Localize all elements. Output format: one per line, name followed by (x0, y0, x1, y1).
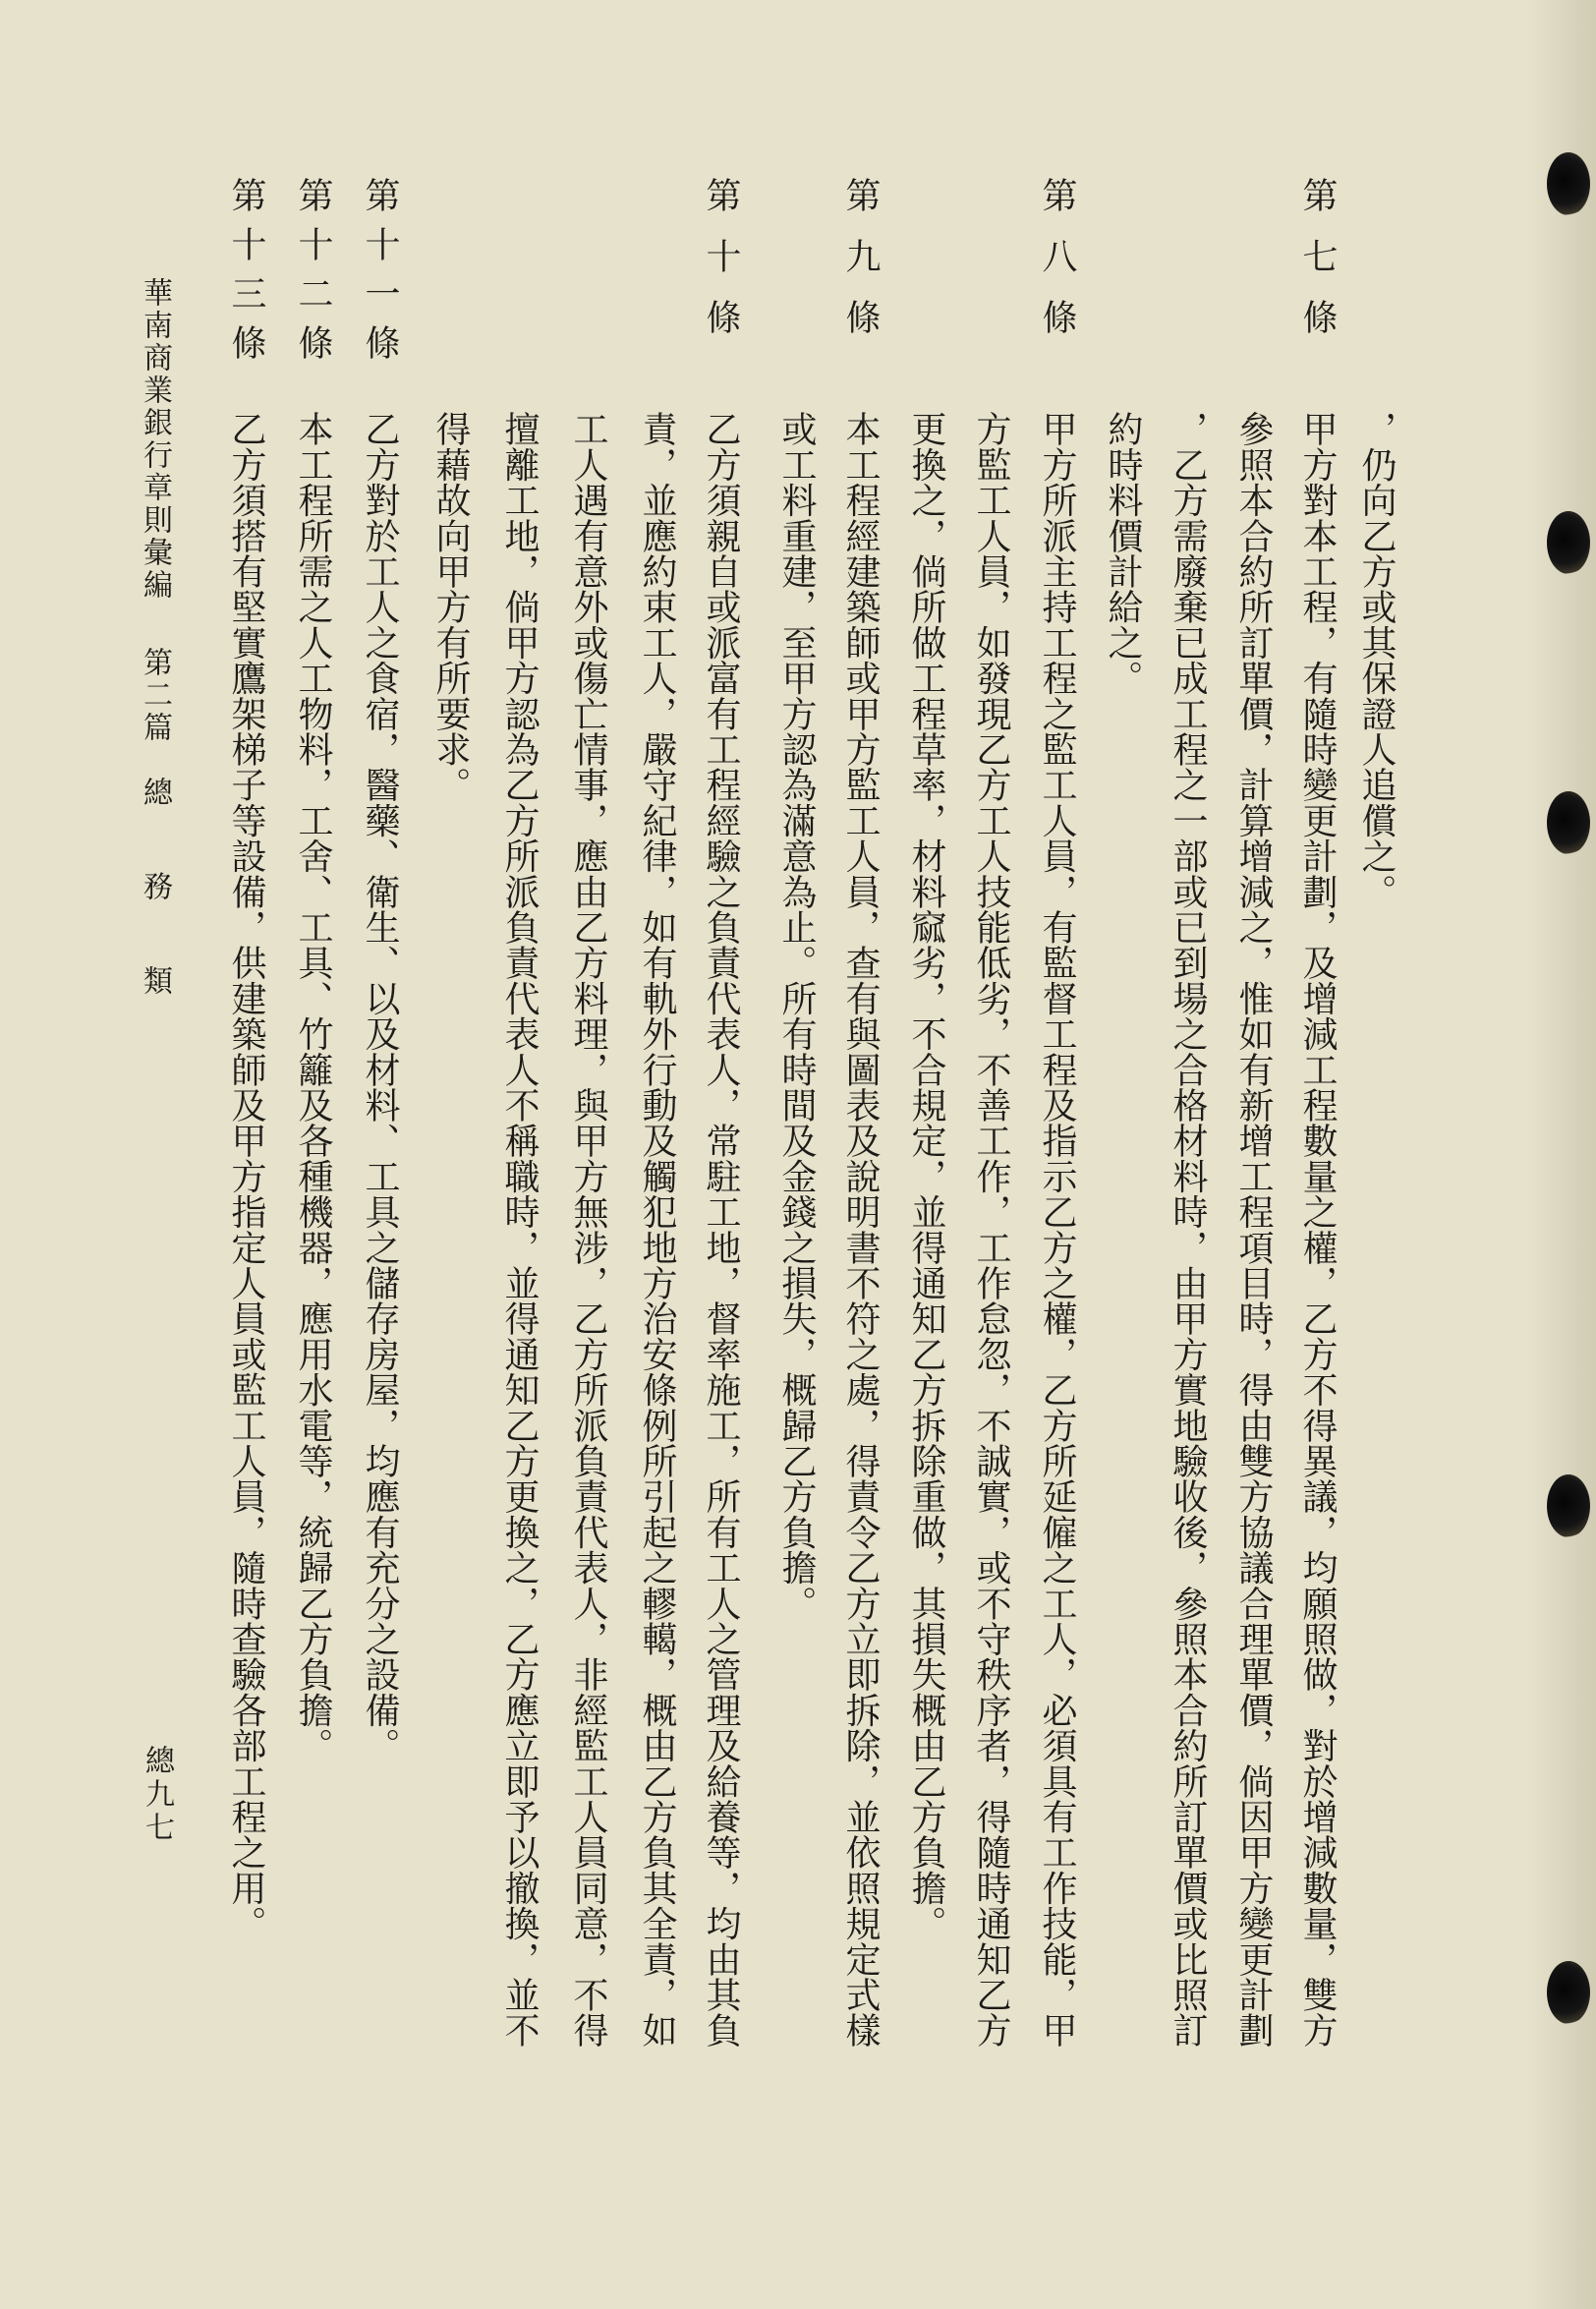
footer-section: 總 務 類 (138, 777, 172, 1012)
binding-hole-5 (1547, 1961, 1590, 2024)
article-7-label: 第七條 (1297, 177, 1338, 360)
binding-hole-4 (1547, 1474, 1590, 1537)
footer-book-title: 華南商業銀行章則彙編 (138, 277, 172, 602)
article-7-line-4: ，乙方需廢棄已成工程之一部或已到場之合格材料時，由甲方實地驗收後，參照本合約所訂單價或比照訂 (1168, 411, 1208, 2049)
article-11-line-1: 乙方對於工人之食宿，醫藥、衛生、以及材料、工具之儲存房屋，均應有充分之設備。 (360, 411, 400, 1763)
article-13-line-1: 乙方須搭有堅實鷹架梯子等設備，供建築師及甲方指定人員或監工人員，隨時查驗各部工程之用。 (226, 411, 266, 1941)
article-9-label: 第九條 (840, 177, 881, 360)
article-9-line-2: 或工料重建，至甲方認為滿意為止。所有時間及金錢之損失，概歸乙方負擔。 (776, 411, 817, 1621)
article-10-line-3: 工人遇有意外或傷亡情事，應由乙方料理，與甲方無涉，乙方所派負責代表人，非經監工人員同意，不得 (568, 411, 608, 2049)
page-number: 總九七 (140, 1745, 174, 1845)
binding-hole-3 (1547, 791, 1590, 854)
article-11-label: 第十一條 (360, 177, 400, 374)
article-8-line-1: 甲方所派主持工程之監工人員，有監督工程及指示乙方之權，乙方所延僱之工人，必須具有工作技能，甲 (1037, 411, 1077, 2049)
article-10-label: 第十條 (701, 177, 741, 360)
article-9-line-1: 本工程經建築師或甲方監工人員，查有與圖表及說明書不符之處，得責令乙方立即拆除，並依照規定式樣 (840, 411, 881, 2049)
article-8-label: 第八條 (1037, 177, 1077, 360)
binding-hole-2 (1547, 511, 1590, 574)
article-10-line-2: 責，並應約束工人，嚴守紀律，如有軌外行動及觸犯地方治安條例所引起之轇轕，概由乙方負其全責，如 (637, 411, 677, 2049)
article-7-line-5: 約時料價計給之。 (1103, 411, 1143, 696)
article-7-line-2: 甲方對本工程，有隨時變更計劃，及增減工程數量之權，乙方不得異議，均願照做，對於增減數量，雙方 (1297, 411, 1338, 2049)
article-10-line-1: 乙方須親自或派富有工程經驗之負責代表人，常駐工地，督率施工，所有工人之管理及給養等，均由其負 (701, 411, 741, 2049)
article-10-line-5: 得藉故向甲方有所要求。 (430, 411, 471, 803)
article-8-line-3: 更換之，倘所做工程草率，材料窳劣，不合規定，並得通知乙方拆除重做，其損失概由乙方負擔。 (906, 411, 946, 1941)
binding-hole-1 (1547, 152, 1590, 215)
footer-part: 第二篇 (138, 647, 172, 744)
article-10-line-4: 擅離工地，倘甲方認為乙方所派負責代表人不稱職時，並得通知乙方更換之，乙方應立即予以撤換，並不 (499, 411, 540, 2049)
article-8-line-2: 方監工人員，如發現乙方工人技能低劣，不善工作，工作怠忽，不誠實，或不守秩序者，得隨時通知乙方 (971, 411, 1011, 2049)
article-7-line-3: 參照本合約所訂單價，計算增減之，惟如有新增工程項目時，得由雙方協議合理單價，倘因甲方變更計劃 (1233, 411, 1274, 2049)
article-7-line-1: ，仍向乙方或其保證人追償之。 (1356, 411, 1396, 909)
article-13-label: 第十三條 (226, 177, 266, 374)
article-12-line-1: 本工程所需之人工物料，工舍、工具、竹籬及各種機器，應用水電等，統歸乙方負擔。 (293, 411, 333, 1763)
article-12-label: 第十二條 (293, 177, 333, 374)
